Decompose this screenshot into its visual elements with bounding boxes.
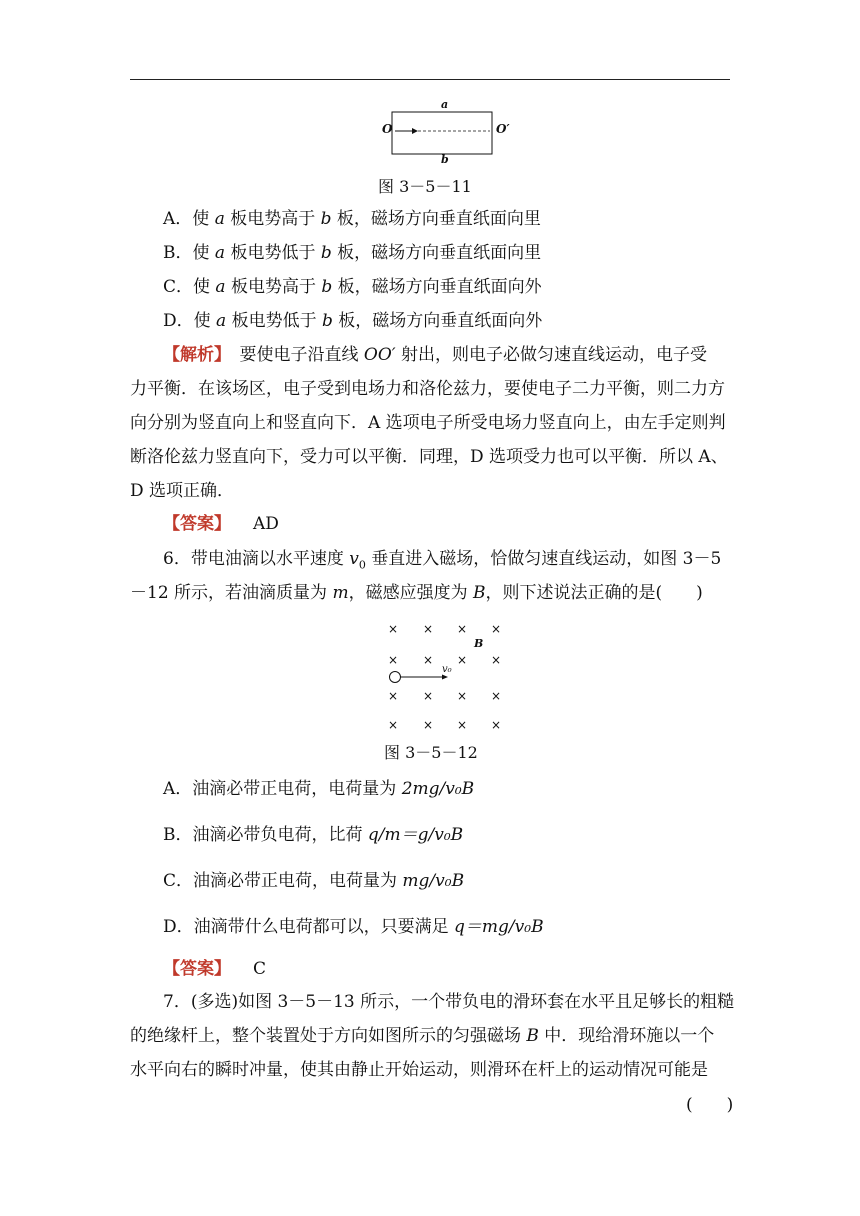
q5-analysis-line-5: D 选项正确． <box>130 481 235 501</box>
q5-answer-value: AD <box>253 514 279 534</box>
q5-analysis-line-2: 力平衡．在该场区，电子受到电场力和洛伦兹力，要使电子二力平衡，则二力方 <box>130 379 725 399</box>
field-cross: × <box>457 718 468 732</box>
point-label-O: O <box>382 122 393 136</box>
q6-answer <box>163 957 266 981</box>
field-cross: × <box>423 622 434 636</box>
field-cross: × <box>491 622 502 636</box>
field-label-B: B <box>474 637 484 650</box>
q5-answer <box>163 512 279 536</box>
field-cross: × <box>457 622 468 636</box>
q5-option-b: B．使 a 板电势低于 b 板，磁场方向垂直纸面向里 <box>163 243 542 263</box>
q6-option-b: B．油滴必带负电荷，比荷 q/m＝g/v₀B <box>163 825 464 845</box>
q6-answer-value: C <box>253 959 267 979</box>
q7-answer-bracket: ( ) <box>686 1095 734 1115</box>
velocity-label-v0: v₀ <box>442 664 452 675</box>
field-cross: × <box>388 653 399 667</box>
q6-stem-line-1: 6．带电油滴以水平速度 $v_0$ 垂直进入磁场，恰做匀速直线运动，如图 3－5 <box>163 549 722 572</box>
q5-analysis-line-1: 【解析】 要使电子沿直线 OO′ 射出，则电子必做匀速直线运动，电子受 <box>163 345 708 365</box>
q6-option-c: C．油滴必带正电荷，电荷量为 mg/v₀B <box>163 871 465 891</box>
field-cross: × <box>388 718 399 732</box>
q6-stem-line-2: －12 所示，若油滴质量为 m，磁感应强度为 B，则下述说法正确的是( ) <box>130 583 703 603</box>
field-cross: × <box>423 653 434 667</box>
field-cross: × <box>491 653 502 667</box>
q7-stem-line-1: 7．(多选)如图 3－5－13 所示，一个带负电的滑环套在水平且足够长的粗糙 <box>163 992 735 1012</box>
field-cross: × <box>388 622 399 636</box>
q7-stem-line-2: 的绝缘杆上，整个装置处于方向如图所示的匀强磁场 B 中．现给滑环施以一个 <box>130 1026 715 1046</box>
field-cross: × <box>491 718 502 732</box>
q5-analysis-line-4: 断洛伦兹力竖直向下，受力可以平衡．同理，D 选项受力也可以平衡．所以 A、 <box>130 447 728 467</box>
analysis-tag: 【解析】 <box>163 345 223 365</box>
q5-option-d: D．使 a 板电势低于 b 板，磁场方向垂直纸面向外 <box>163 311 543 331</box>
oil-drop <box>390 672 401 683</box>
field-cross: × <box>457 653 468 667</box>
field-cross: × <box>423 718 434 732</box>
field-cross: × <box>457 689 468 703</box>
q6-option-d: D．油滴带什么电荷都可以，只要满足 q＝mg/v₀B <box>163 917 544 937</box>
q6-option-a: A．油滴必带正电荷，电荷量为 2mg/v₀B <box>163 779 475 799</box>
point-label-O-prime: O′ <box>496 122 510 136</box>
field-cross: × <box>491 689 502 703</box>
q5-option-c: C．使 a 板电势高于 b 板，磁场方向垂直纸面向外 <box>163 277 542 297</box>
plate-box <box>392 112 492 154</box>
q7-stem-line-3: 水平向右的瞬时冲量，使其由静止开始运动，则滑环在杆上的运动情况可能是 <box>130 1060 708 1080</box>
answer-tag: 【答案】 <box>163 514 231 534</box>
figure-caption-3-5-11: 图 3－5－11 <box>378 177 472 196</box>
plate-label-b: b <box>441 153 449 166</box>
figure-magnetic-field <box>380 620 520 738</box>
header-rule <box>130 79 730 80</box>
field-cross: × <box>423 689 434 703</box>
figure-caption-3-5-12: 图 3－5－12 <box>384 743 478 762</box>
answer-tag: 【答案】 <box>163 959 231 979</box>
arrow-head <box>412 128 418 134</box>
plate-label-a: a <box>441 98 449 111</box>
q5-analysis-line-3: 向分别为竖直向上和竖直向下．A 选项电子所受电场力竖直向上，由左手定则判 <box>130 413 726 433</box>
field-cross: × <box>388 689 399 703</box>
q5-option-a: A．使 a 板电势高于 b 板，磁场方向垂直纸面向里 <box>163 209 541 229</box>
